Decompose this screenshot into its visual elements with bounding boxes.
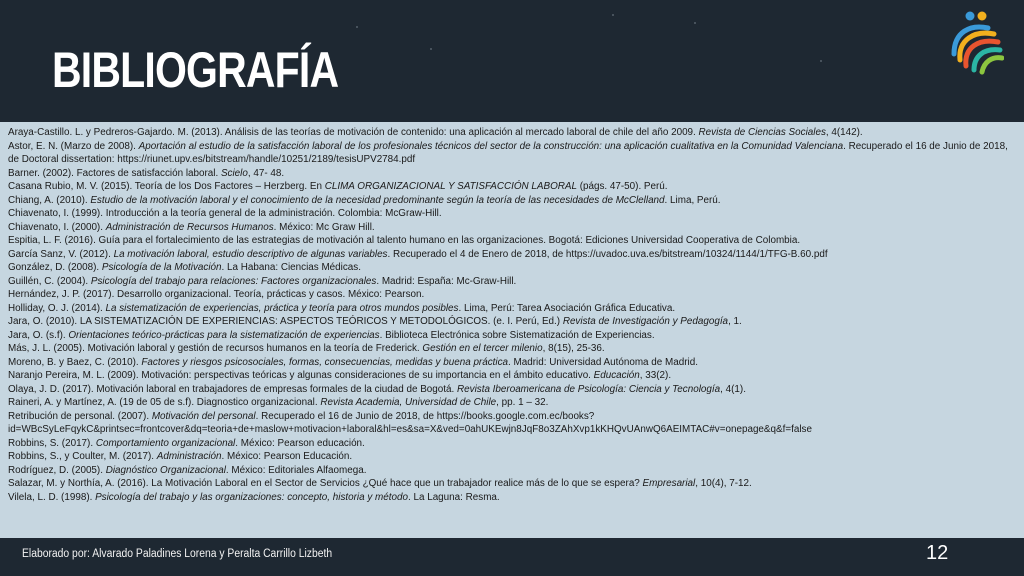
- reference-source-title: Factores y riesgos psicosociales, formas, consecuencias, medidas y buena práctica: [141, 356, 509, 368]
- reference-text: Araya-Castillo. L. y Pedreros-Gajardo. M. (2013). Análisis de las teorías de motivación de contenido: una aplicación al mercado laboral de chile del año 2009.: [8, 127, 699, 138]
- reference-source-title: Administración: [156, 451, 222, 462]
- reference-text-end: . Lima, Perú: Tarea Asociación Gráfica Educativa.: [458, 302, 676, 314]
- reference-source-title: CLIMA ORGANIZACIONAL Y SATISFACCIÓN LABORAL: [324, 181, 577, 192]
- author-credit: Elaborado por: Alvarado Paladines Lorena y Peralta Carrillo Lizbeth: [22, 548, 333, 560]
- reference-item: [8, 491, 1018, 505]
- page-number: 12: [926, 542, 949, 564]
- reference-item: [8, 140, 1018, 167]
- reference-text-end: . La Habana: Ciencias Médicas.: [221, 262, 361, 273]
- reference-text-end: . México: Pearson educación.: [235, 437, 365, 449]
- reference-item: [8, 248, 1018, 262]
- reference-text: Barner. (2002). Factores de satisfacción laboral.: [8, 167, 221, 179]
- reference-item: [8, 477, 1018, 491]
- reference-item: [8, 369, 1018, 383]
- reference-text: Jara, O. (s.f).: [8, 329, 69, 341]
- reference-text-end: . México: Mc Graw Hill.: [273, 221, 375, 233]
- reference-text: González, D. (2008).: [8, 262, 102, 273]
- reference-item: [8, 315, 1018, 329]
- reference-source-title: Revista Iberoamericana de Psicología: Ciencia y Tecnología: [457, 383, 721, 395]
- slide-footer: [0, 538, 1024, 576]
- reference-item: [8, 126, 1018, 140]
- reference-item: [8, 356, 1018, 370]
- reference-item: [8, 261, 1018, 275]
- decor-dot: [820, 60, 822, 62]
- reference-text-end: . Recuperado el 4 de Enero de 2018, de https://uvadoc.uva.es/bitstream/10324/1144/1/TFG-B.60.pdf: [387, 248, 828, 260]
- reference-text: Casana Rubio, M. V. (2015). Teoría de los Dos Factores – Herzberg. En: [8, 181, 325, 192]
- reference-text-end: . La Laguna: Resma.: [407, 491, 500, 503]
- reference-source-title: Motivación del personal: [151, 410, 256, 422]
- page-title: BIBLIOGRAFÍA: [52, 42, 339, 98]
- reference-source-title: La sistematización de experiencias, práctica y teoría para otros mundos posibles: [105, 302, 459, 314]
- reference-text-end: . México: Editoriales Alfaomega.: [225, 464, 367, 476]
- reference-text: Raineri, A. y Martínez, A. (19 de 05 de s.f). Diagnostico organizacional.: [8, 397, 321, 408]
- reference-item: [8, 302, 1018, 316]
- reference-text-end: , 47- 48.: [247, 167, 285, 179]
- reference-item: [8, 464, 1018, 478]
- reference-text: Vilela, L. D. (1998).: [8, 491, 96, 503]
- reference-item: [8, 383, 1018, 397]
- reference-text: Más, J. L. (2005). Motivación laboral y gestión de recursos humanos en la teoría de Frederick.: [8, 343, 423, 354]
- reference-source-title: Psicología del trabajo y las organizaciones: concepto, historia y método: [95, 491, 408, 503]
- reference-text: Hernández, J. P. (2017). Desarrollo organizacional. Teoría, prácticas y casos. México: Pearson.: [8, 289, 425, 300]
- reference-text: Robbins, S., y Coulter, M. (2017).: [8, 451, 157, 462]
- reference-source-title: Empresarial: [642, 478, 696, 489]
- decor-dot: [430, 48, 432, 50]
- reference-text-end: . México: Pearson Educación.: [221, 451, 353, 462]
- reference-text-end: . Lima, Perú.: [664, 194, 721, 206]
- reference-text: García Sanz, V. (2012).: [8, 248, 114, 260]
- decor-dot: [612, 14, 614, 16]
- reference-item: [8, 207, 1018, 221]
- reference-text: Guillén, C. (2004).: [8, 275, 91, 287]
- reference-list: [8, 126, 1018, 504]
- decor-dot: [694, 22, 696, 24]
- reference-text-end: , pp. 1 – 32.: [496, 397, 549, 408]
- reference-source-title: Psicología de la Motivación: [101, 262, 222, 273]
- reference-item: [8, 221, 1018, 235]
- reference-item: [8, 180, 1018, 194]
- reference-source-title: La motivación laboral, estudio descriptivo de algunas variables: [113, 248, 388, 260]
- reference-item: [8, 396, 1018, 410]
- reference-item: [8, 194, 1018, 208]
- reference-text-end: (págs. 47-50). Perú.: [576, 181, 668, 192]
- reference-source-title: Gestión en el tercer milenio: [422, 343, 543, 354]
- reference-source-title: Revista de Ciencias Sociales: [698, 127, 826, 138]
- reference-text: Naranjo Pereira, M. L. (2009). Motivación: perspectivas teóricas y algunas consideraciones de su importancia en el ámbito educativo.: [8, 370, 594, 381]
- reference-text-end: , 4(142).: [825, 127, 863, 138]
- reference-text: Espitia, L. F. (2016). Guía para el fortalecimiento de las estrategias de motivación al talento humano en las organizaciones. Bogotá: Ediciones Universidad Cooperativa de Colombia.: [8, 235, 801, 246]
- reference-item: [8, 275, 1018, 289]
- reference-text: Moreno, B. y Baez, C. (2010).: [8, 356, 142, 368]
- reference-text-end: . Biblioteca Electrónica sobre Sistematización de Experiencias.: [379, 329, 655, 341]
- reference-source-title: Orientaciones teórico-prácticas para la sistematización de experiencias: [68, 329, 380, 341]
- reference-source-title: Aportación al estudio de la satisfacción laboral de los profesionales técnicos del sector de la construcción: una aplicación cualitativa en la Comunidad Valenciana: [138, 140, 844, 152]
- reference-text: Chiavenato, I. (1999). Introducción a la teoría general de la administración. Colombia: McGraw-Hill.: [8, 208, 442, 219]
- reference-text: Olaya, J. D. (2017). Motivación laboral en trabajadores de empresas formales de la ciudad de Bogotá.: [8, 383, 458, 395]
- reference-source-title: Administración de Recursos Humanos: [105, 221, 274, 233]
- reference-text: Rodríguez, D. (2005).: [8, 464, 106, 476]
- reference-item: [8, 234, 1018, 248]
- decor-dot: [356, 26, 358, 28]
- reference-source-title: Revista de Investigación y Pedagogía: [562, 316, 729, 327]
- reference-source-title: Educación: [593, 370, 640, 381]
- reference-item: [8, 450, 1018, 464]
- reference-text: Holliday, O. J. (2014).: [8, 302, 106, 314]
- reference-text: Robbins, S. (2017).: [8, 437, 96, 449]
- reference-text-end: , 4(1).: [720, 383, 746, 395]
- reference-source-title: Psicología del trabajo para relaciones: Factores organizacionales: [90, 275, 377, 287]
- reference-item: [8, 167, 1018, 181]
- reference-text-end: . Madrid: España: Mc-Graw-Hill.: [376, 275, 517, 287]
- reference-text: Chiavenato, I. (2000).: [8, 221, 106, 233]
- reference-item: [8, 288, 1018, 302]
- reference-text-end: , 33(2).: [639, 370, 672, 381]
- reference-text-end: . Recuperado el 16 de Junio de 2018, de Doctoral dissertation: https://riunet.upv.es/bitstream/handle/10251/2189/tesisUPV2784.pdf: [8, 140, 1008, 165]
- reference-text: Jara, O. (2010). LA SISTEMATIZACIÓN DE EXPERIENCIAS: ASPECTOS TEÓRICOS Y METODOLÓGICOS. (e. I. Perú, Ed.): [8, 316, 563, 327]
- reference-source-title: Scielo: [220, 167, 248, 179]
- reference-text-end: , 1.: [728, 316, 742, 327]
- reference-text: Salazar, M. y Northía, A. (2016). La Motivación Laboral en el Sector de Servicios ¿Qué hace que un trabajador realice más de lo que se espera?: [8, 478, 643, 489]
- reference-item: [8, 410, 1018, 437]
- reference-text-end: . Recuperado el 16 de Junio de 2018, de https://books.google.com.ec/books?id=WBcSyLeFqykC&printsec=frontcover&dq=teoria+de+maslow+motivacion+laboral&hl=es&sa=X&ved=0ahUKEwjn8JqF8o3ZAhXvp1kKHQvUAnwQ6AEIMTAC#v=onepage&q&f=false: [8, 410, 812, 435]
- reference-item: [8, 342, 1018, 356]
- reference-text-end: , 8(15), 25-36.: [542, 343, 605, 354]
- reference-text-end: , 10(4), 7-12.: [695, 478, 752, 489]
- reference-text-end: . Madrid: Universidad Autónoma de Madrid.: [508, 356, 698, 368]
- references-panel: [0, 122, 1024, 538]
- colorful-people-logo-icon: [948, 8, 1004, 76]
- reference-source-title: Comportamiento organizacional: [95, 437, 236, 449]
- reference-text: Chiang, A. (2010).: [8, 194, 91, 206]
- reference-item: [8, 329, 1018, 343]
- reference-source-title: Diagnóstico Organizacional: [105, 464, 226, 476]
- slide-header: [0, 0, 1024, 122]
- reference-text: Retribución de personal. (2007).: [8, 410, 152, 422]
- reference-item: [8, 437, 1018, 451]
- reference-source-title: Revista Academia, Universidad de Chile: [320, 397, 497, 408]
- reference-source-title: Estudio de la motivación laboral y el conocimiento de la necesidad predominante según la teoría de las necesidades de McClelland: [90, 194, 665, 206]
- reference-text: Astor, E. N. (Marzo de 2008).: [8, 140, 139, 152]
